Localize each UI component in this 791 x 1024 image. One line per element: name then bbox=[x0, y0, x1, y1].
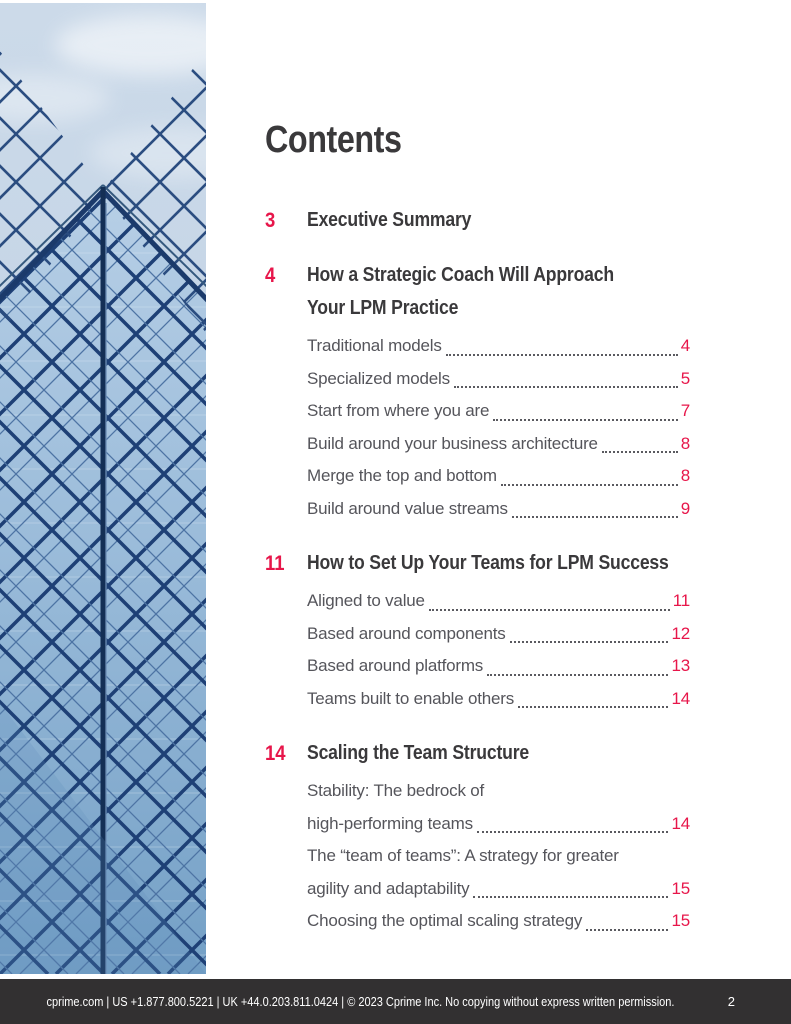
toc-entry[interactable] bbox=[307, 775, 690, 840]
building-photo-art bbox=[0, 3, 206, 974]
dot-leader bbox=[512, 516, 678, 518]
toc-entry[interactable] bbox=[307, 683, 690, 716]
toc-section-title-line: Executive Summary bbox=[307, 209, 472, 231]
toc-section-link[interactable] bbox=[265, 547, 690, 580]
toc-entry-lastline bbox=[307, 905, 690, 938]
toc-section-link[interactable] bbox=[265, 259, 690, 325]
dot-leader bbox=[586, 929, 668, 931]
toc-entry-page-number: 8 bbox=[680, 466, 690, 485]
toc-entry-label: Traditional models bbox=[307, 336, 442, 355]
toc-entry[interactable] bbox=[307, 460, 690, 493]
dot-leader bbox=[501, 484, 678, 486]
toc-entry-line: Stability: The bedrock of bbox=[307, 781, 485, 800]
page-title: Contents bbox=[265, 119, 402, 161]
toc-section-title-line: Your LPM Practice bbox=[307, 297, 459, 319]
toc-section-title bbox=[307, 259, 614, 325]
dot-leader bbox=[493, 419, 677, 421]
toc-entry-lastline bbox=[307, 683, 690, 716]
building-photo bbox=[0, 3, 206, 974]
toc-entry-label: Build around your business architecture bbox=[307, 433, 598, 453]
dot-leader bbox=[487, 674, 668, 676]
footer-page-number: 2 bbox=[727, 994, 735, 1009]
toc-entry[interactable] bbox=[307, 618, 690, 651]
toc-content bbox=[265, 118, 690, 960]
toc-entry-page-number: 4 bbox=[680, 336, 690, 355]
toc-entries bbox=[307, 585, 690, 715]
page-footer bbox=[0, 979, 791, 1024]
toc-entry[interactable] bbox=[307, 650, 690, 683]
dot-leader bbox=[510, 641, 669, 643]
toc-section bbox=[265, 737, 690, 938]
toc-entry[interactable] bbox=[307, 585, 690, 618]
toc-entry-label: Choosing the optimal scaling strategy bbox=[307, 911, 583, 930]
toc-section-page-number: 14 bbox=[265, 742, 286, 765]
dot-leader bbox=[473, 896, 668, 898]
toc-entry-lastline bbox=[307, 618, 690, 651]
toc-entries bbox=[307, 775, 690, 938]
toc-entry-label: Specialized models bbox=[307, 368, 450, 388]
toc-entry[interactable] bbox=[307, 330, 690, 363]
toc-entry-page-number: 11 bbox=[672, 591, 690, 610]
toc-entry-lastline bbox=[307, 650, 690, 683]
toc-entry-page-number: 9 bbox=[680, 498, 690, 518]
toc-section-title-line: How to Set Up Your Teams for LPM Success bbox=[307, 552, 669, 574]
toc-section-title bbox=[307, 737, 529, 770]
toc-entry-page-number: 12 bbox=[671, 623, 690, 643]
toc-entry[interactable] bbox=[307, 363, 690, 396]
toc-section-title-line: Scaling the Team Structure bbox=[307, 742, 530, 764]
toc-entry-lastline bbox=[307, 428, 690, 461]
toc-entry-page-number: 5 bbox=[680, 368, 690, 388]
toc-entries bbox=[307, 330, 690, 525]
toc-entry-lastline bbox=[307, 808, 690, 841]
toc-entry-page-number: 15 bbox=[671, 911, 690, 930]
toc-entry[interactable] bbox=[307, 395, 690, 428]
dot-leader bbox=[454, 386, 678, 388]
dot-leader bbox=[602, 451, 678, 453]
toc-entry-page-number: 15 bbox=[671, 878, 690, 898]
toc-section bbox=[265, 204, 690, 237]
dot-leader bbox=[518, 706, 668, 708]
toc-entry-lastline bbox=[307, 873, 690, 906]
toc-entry-label: Based around components bbox=[307, 623, 506, 643]
toc-section-link[interactable] bbox=[265, 204, 690, 237]
toc-entry-label: Start from where you are bbox=[307, 401, 490, 420]
toc-entry-lastline bbox=[307, 395, 690, 428]
toc-entry-label: agility and adaptability bbox=[307, 878, 470, 898]
toc-section-link[interactable] bbox=[265, 737, 690, 770]
toc-entry-lastline bbox=[307, 330, 690, 363]
toc-entry[interactable] bbox=[307, 493, 690, 526]
toc-entry-page-number: 14 bbox=[671, 813, 690, 833]
toc-entry-label: Based around platforms bbox=[307, 656, 484, 675]
toc-entry-label: high-performing teams bbox=[307, 813, 473, 833]
toc-section-title bbox=[307, 204, 471, 237]
toc-entry-label: Aligned to value bbox=[307, 591, 425, 610]
toc-entry-page-number: 14 bbox=[671, 688, 690, 708]
toc-section-page-number: 4 bbox=[265, 264, 276, 287]
toc-section bbox=[265, 547, 690, 715]
toc-entry-label: Build around value streams bbox=[307, 498, 508, 518]
toc-sections bbox=[265, 204, 690, 938]
toc-section-title-line: How a Strategic Coach Will Approach bbox=[307, 264, 614, 286]
toc-entry-label: Merge the top and bottom bbox=[307, 466, 497, 485]
dot-leader bbox=[477, 831, 669, 833]
toc-section-page-number: 11 bbox=[265, 552, 285, 575]
dot-leader bbox=[429, 609, 670, 611]
toc-section bbox=[265, 259, 690, 525]
toc-entry-line: The “team of teams”: A strategy for greater bbox=[307, 846, 619, 865]
dot-leader bbox=[446, 354, 678, 356]
toc-entry[interactable] bbox=[307, 840, 690, 905]
toc-entry-page-number: 13 bbox=[671, 656, 690, 675]
toc-entry-lastline bbox=[307, 493, 690, 526]
toc-entry-lastline bbox=[307, 363, 690, 396]
toc-entry-lastline bbox=[307, 460, 690, 493]
footer-contact-line: cprime.com | US +1.877.800.5221 | UK +44.0.203.811.0424 | © 2023 Cprime Inc. No copying without express written permission. bbox=[46, 994, 675, 1009]
toc-section-page-number: 3 bbox=[265, 209, 276, 232]
toc-entry-page-number: 8 bbox=[680, 433, 690, 453]
toc-entry[interactable] bbox=[307, 905, 690, 938]
toc-entry-page-number: 7 bbox=[680, 401, 690, 420]
toc-entry[interactable] bbox=[307, 428, 690, 461]
toc-section-title bbox=[307, 547, 669, 580]
toc-entry-label: Teams built to enable others bbox=[307, 688, 515, 708]
toc-entry-lastline bbox=[307, 585, 690, 618]
